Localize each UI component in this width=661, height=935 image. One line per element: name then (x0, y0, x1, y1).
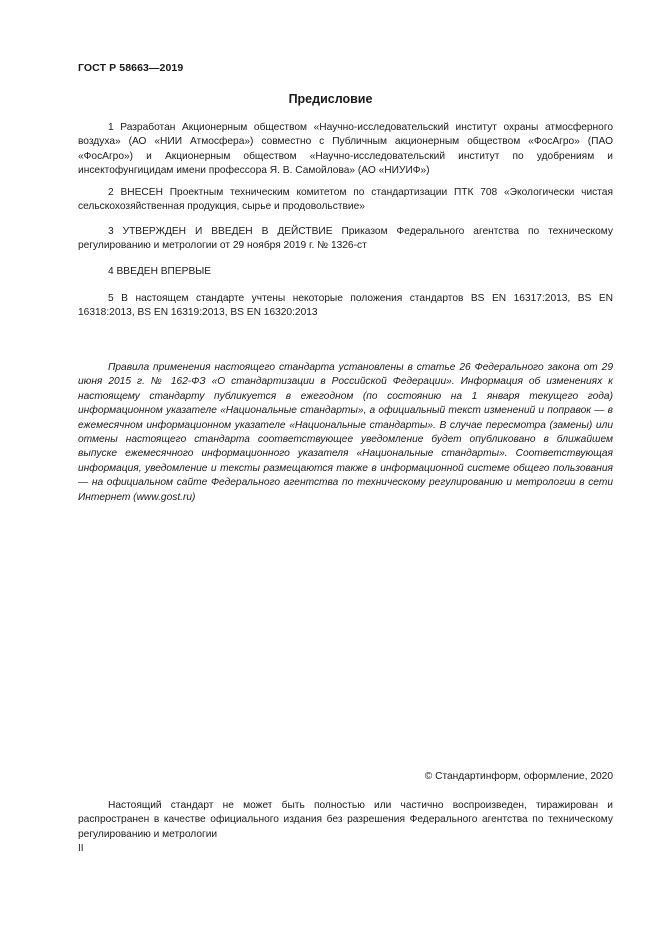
copyright-line: © Стандартинформ, оформление, 2020 (424, 771, 613, 782)
reproduction-notice (78, 799, 613, 842)
paragraph-3-text: 3 УТВЕРЖДЕН И ВВЕДЕН В ДЕЙСТВИЕ Приказом Федерального агентства по техническому регулированию и метрологии от 29 ноября 2019 г. № 1326-ст (78, 226, 613, 252)
paragraph-1-text: 1 Разработан Акционерным обществом «Научно-исследовательский институт охраны атмосферного воздуха» (АО «НИИ Атмосфера») совместно с Публичным акционерным обществом «ФосАгро» (ПАО «ФосАгро») и Акционерным обществом «Научно-исследовательский институт по удобрениям и инсектофунгицидам имени профессора Я. В. Самойлова» (АО «НИУИФ») (78, 122, 613, 177)
paragraph-5-text: 5 В настоящем стандарте учтены некоторые положения стандартов BS EN 16317:2013, BS EN 16318:2013, BS EN 16319:2013, BS EN 16320:2013 (78, 293, 613, 319)
paragraph-4 (78, 265, 613, 279)
paragraph-2 (78, 186, 613, 215)
paragraph-2-text: 2 ВНЕСЕН Проектным техническим комитетом по стандартизации ПТК 708 «Экологически чистая сельскохозяйственная продукция, сырье и продовольствие» (78, 187, 613, 213)
page-title: Предисловие (288, 92, 373, 106)
application-notice-text: Правила применения настоящего стандарта установлены в статье 26 Федерального закона от 29 июня 2015 г. № 162-ФЗ «О стандартизации в Российской Федерации». Информация об изменениях к настоящему стандарту публикуется в ежегодном (по состоянию на 1 января текущего года) информационном указателе «Национальные стандарты», а официальный текст изменений и поправок — в ежемесячном информационном указателе «Национальные стандарты». В случае пересмотра (замены) или отмены настоящего стандарта соответствующее уведомление будет опубликовано в ближайшем выпуске ежемесячного информационного указателя «Национальные стандарты». Соответствующая информация, уведомление и тексты размещаются также в информационной системе общего пользования — на официальном сайте Федерального агентства по техническому регулированию и метрологии в сети Интернет (www.gost.ru) (78, 362, 613, 503)
paragraph-5 (78, 292, 613, 321)
paragraph-1 (78, 121, 613, 179)
paragraph-3 (78, 225, 613, 254)
standard-code: ГОСТ Р 58663—2019 (78, 62, 184, 74)
application-notice (78, 361, 613, 505)
reproduction-notice-text: Настоящий стандарт не может быть полностью или частично воспроизведен, тиражирован и распространен в качестве официального издания без разрешения Федерального агентства по техническому регулированию и метрологии (78, 800, 613, 840)
page-number: II (78, 843, 84, 854)
paragraph-4-text: 4 ВВЕДЕН ВПЕРВЫЕ (108, 266, 212, 277)
